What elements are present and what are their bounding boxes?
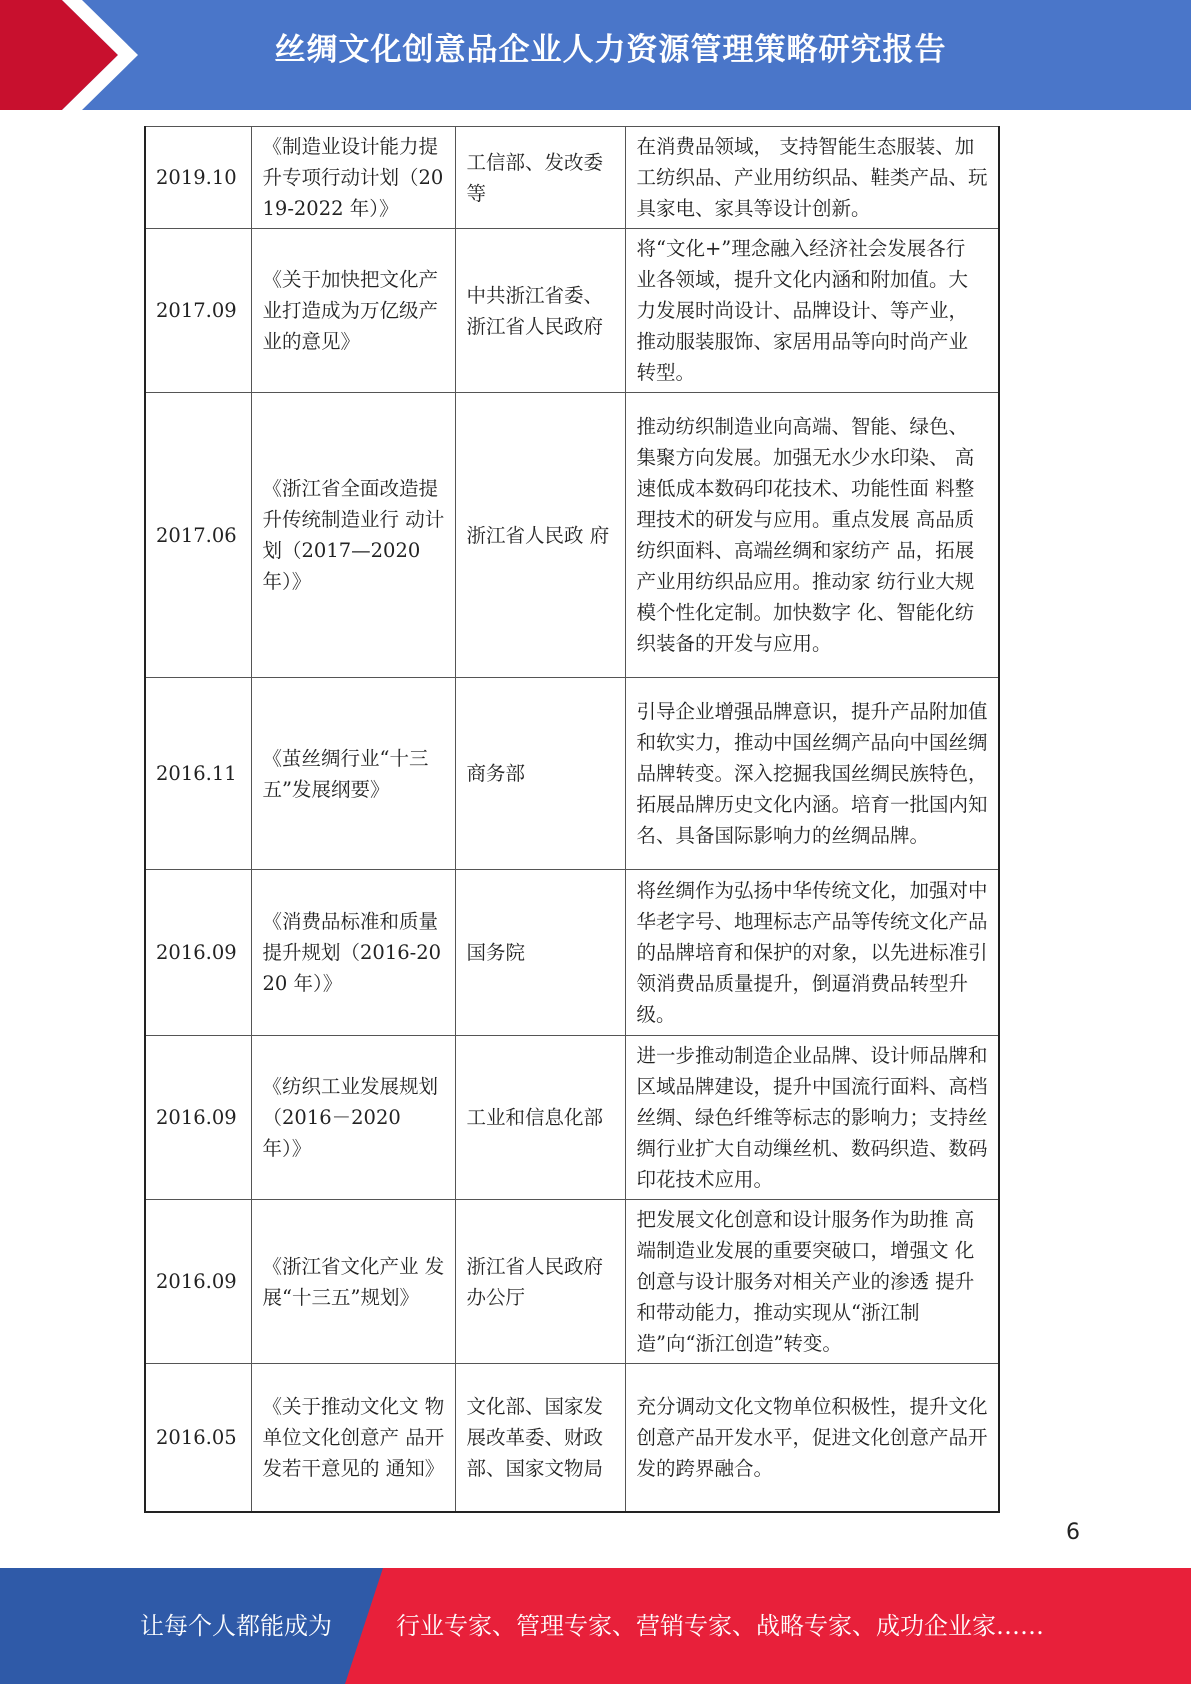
policy-table	[144, 126, 1000, 1513]
table-row	[145, 393, 999, 678]
table-row	[145, 870, 999, 1036]
table-row	[145, 1200, 999, 1364]
policy-date: 2016.09	[145, 870, 251, 1036]
policy-content: 进一步推动制造企业品牌、设计师品牌和区域品牌建设，提升中国流行面料、高档丝绸、绿色纤维等标志的影响力；支持丝绸行业扩大自动缫丝机、数码织造、数码印花技术应用。	[625, 1036, 999, 1200]
policy-name: 《浙江省文化产业 发展“十三五”规划》	[251, 1200, 455, 1364]
policy-name: 《消费品标准和质量提升规划（2016-2020 年）》	[251, 870, 455, 1036]
footer-slogan-left: 让每个人都能成为	[140, 1612, 332, 1640]
footer-banner	[0, 1568, 1191, 1684]
policy-date: 2016.11	[145, 678, 251, 870]
policy-name: 《纺织工业发展规划（2016－2020 年）》	[251, 1036, 455, 1200]
policy-date: 2016.09	[145, 1036, 251, 1200]
policy-content: 把发展文化创意和设计服务作为助推 高端制造业发展的重要突破口，增强文 化创意与设计服务对相关产业的渗透 提升和带动能力，推动实现从“浙江制 造”向“浙江创造”转变。	[625, 1200, 999, 1364]
footer-slogan-right: 行业专家、管理专家、营销专家、战略专家、成功企业家……	[396, 1612, 1044, 1640]
table-row	[145, 678, 999, 870]
policy-name: 《茧丝绸行业“十三五”发展纲要》	[251, 678, 455, 870]
policy-content: 在消费品领域， 支持智能生态服装、加工纺织品、产业用纺织品、鞋类产品、玩具家电、家具等设计创新。	[625, 127, 999, 229]
policy-issuer: 工信部、发改委等	[455, 127, 625, 229]
policy-content: 充分调动文化文物单位积极性，提升文化创意产品开发水平，促进文化创意产品开发的跨界融合。	[625, 1364, 999, 1512]
policy-issuer: 中共浙江省委、浙江省人民政府	[455, 229, 625, 393]
policy-date: 2019.10	[145, 127, 251, 229]
policy-issuer: 商务部	[455, 678, 625, 870]
policy-issuer: 浙江省人民政府 办公厅	[455, 1200, 625, 1364]
table-row	[145, 127, 999, 229]
policy-date: 2016.09	[145, 1200, 251, 1364]
table-row	[145, 229, 999, 393]
report-title: 丝绸文化创意品企业人力资源管理策略研究报告	[274, 32, 947, 68]
policy-date: 2016.05	[145, 1364, 251, 1512]
policy-issuer: 文化部、国家发 展改革委、财政 部、国家文物局	[455, 1364, 625, 1512]
policy-content: 将丝绸作为弘扬中华传统文化，加强对中华老字号、地理标志产品等传统文化产品的品牌培育和保护的对象，以先进标准引领消费品质量提升，倒逼消费品转型升级。	[625, 870, 999, 1036]
policy-date: 2017.06	[145, 393, 251, 678]
policy-content: 将“文化+”理念融入经济社会发展各行 业各领域，提升文化内涵和附加值。大 力发展时尚设计、品牌设计、等产业， 推动服装服饰、家居用品等向时尚产业 转型。	[625, 229, 999, 393]
policy-issuer: 工业和信息化部	[455, 1036, 625, 1200]
policy-name: 《关于加快把文化产业打造成为万亿级产业的意见》	[251, 229, 455, 393]
report-header	[0, 0, 1191, 110]
policy-name: 《浙江省全面改造提升传统制造业行 动计划（2017—2020 年）》	[251, 393, 455, 678]
policy-issuer: 浙江省人民政 府	[455, 393, 625, 678]
policy-date: 2017.09	[145, 229, 251, 393]
policy-issuer: 国务院	[455, 870, 625, 1036]
page-number: 6	[1066, 1520, 1080, 1545]
policy-name: 《制造业设计能力提升专项行动计划（2019-2022 年）》	[251, 127, 455, 229]
policy-name: 《关于推动文化文 物单位文化创意产 品开发若干意见的 通知》	[251, 1364, 455, 1512]
policy-content: 引导企业增强品牌意识，提升产品附加值和软实力，推动中国丝绸产品向中国丝绸品牌转变。深入挖掘我国丝绸民族特色，拓展品牌历史文化内涵。培育一批国内知名、具备国际影响力的丝绸品牌。	[625, 678, 999, 870]
policy-content: 推动纺织制造业向高端、智能、绿色、 集聚方向发展。加强无水少水印染、 高速低成本数码印花技术、功能性面 料整理技术的研发与应用。重点发展 高品质纺织面料、高端丝绸和家纺产 品，拓展产业用纺织品应用。推动家 纺行业大规模个性化定制。加快数字 化、智能化纺织装备的开发与应用。	[625, 393, 999, 678]
table-row	[145, 1364, 999, 1512]
table-row	[145, 1036, 999, 1200]
